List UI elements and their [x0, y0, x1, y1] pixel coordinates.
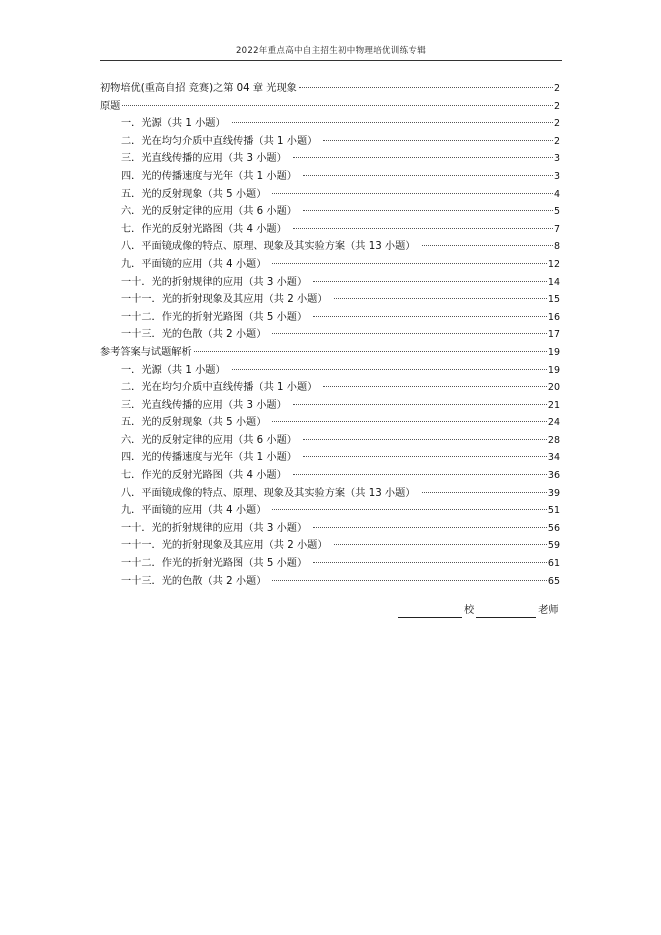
toc-page-number: 20 — [547, 382, 560, 394]
toc-dot-leader — [313, 281, 547, 282]
toc-dot-leader — [334, 298, 547, 299]
toc-dot-leader — [272, 333, 547, 334]
toc-dot-leader — [303, 175, 553, 176]
toc-entry[interactable] — [100, 203, 560, 221]
toc-page-number: 15 — [547, 294, 560, 306]
toc-page-number: 19 — [547, 364, 560, 376]
toc-entry-title: 三．光直线传播的应用（共 3 小题） — [121, 399, 287, 411]
toc-entry-title: 八．平面镜成像的特点、原理、现象及其实验方案（共 13 小题） — [121, 241, 416, 253]
toc-entry[interactable] — [100, 502, 560, 520]
toc-page-number: 17 — [547, 329, 560, 341]
toc-entry-title: 一十一．光的折射现象及其应用（共 2 小题） — [121, 294, 328, 306]
toc-dot-leader — [293, 404, 547, 405]
toc-dot-leader — [272, 509, 547, 510]
teacher-blank[interactable] — [476, 605, 536, 618]
toc-page-number: 19 — [547, 346, 560, 358]
toc-dot-leader — [293, 228, 553, 229]
toc-page-number: 14 — [547, 276, 560, 288]
toc-entry[interactable] — [100, 291, 560, 309]
toc-dot-leader — [303, 210, 553, 211]
toc-page-number: 3 — [553, 153, 560, 165]
toc-dot-leader — [422, 245, 553, 246]
toc-page-number: 7 — [553, 223, 560, 235]
toc-dot-leader — [272, 580, 547, 581]
toc-section-entry[interactable] — [100, 98, 560, 116]
teacher-label: 老师 — [538, 605, 559, 616]
toc-entry[interactable] — [100, 133, 560, 151]
toc-page-number: 2 — [553, 118, 560, 130]
toc-page-number: 34 — [547, 452, 560, 464]
toc-entry[interactable] — [100, 186, 560, 204]
school-label: 校 — [464, 605, 475, 616]
toc-entry-title: 五．光的反射现象（共 5 小题） — [121, 417, 267, 429]
page-header — [100, 43, 562, 61]
toc-entry-title: 五．光的反射现象（共 5 小题） — [121, 188, 267, 200]
toc-entry[interactable] — [100, 449, 560, 467]
toc-entry[interactable] — [100, 256, 560, 274]
toc-dot-leader — [303, 456, 547, 457]
toc-page-number: 16 — [547, 311, 560, 323]
toc-page-number: 39 — [547, 487, 560, 499]
toc-page-number: 56 — [547, 522, 560, 534]
toc-dot-leader — [272, 193, 553, 194]
toc-entry[interactable] — [100, 238, 560, 256]
toc-entry[interactable] — [100, 221, 560, 239]
toc-entry[interactable] — [100, 414, 560, 432]
toc-entry[interactable] — [100, 309, 560, 327]
toc-page-number: 65 — [547, 575, 560, 587]
toc-section-entry[interactable] — [100, 80, 560, 98]
toc-entry[interactable] — [100, 274, 560, 292]
toc-entry[interactable] — [100, 168, 560, 186]
toc-entry-title: 原题 — [100, 100, 121, 112]
toc-page-number: 24 — [547, 417, 560, 429]
toc-entry-title: 一十．光的折射规律的应用（共 3 小题） — [121, 276, 308, 288]
toc-entry-title: 一十三．光的色散（共 2 小题） — [121, 329, 267, 341]
toc-dot-leader — [232, 369, 547, 370]
toc-page-number: 12 — [547, 258, 560, 270]
toc-entry-title: 一十二．作光的折射光路图（共 5 小题） — [121, 311, 308, 323]
toc-entry-title: 一十二．作光的折射光路图（共 5 小题） — [121, 558, 308, 570]
toc-section-entry[interactable] — [100, 344, 560, 362]
toc-dot-leader — [293, 474, 547, 475]
toc-dot-leader — [313, 316, 547, 317]
toc-entry[interactable] — [100, 379, 560, 397]
header-title: 2022年重点高中自主招生初中物理培优训练专辑 — [235, 46, 427, 56]
toc-entry[interactable] — [100, 467, 560, 485]
toc-entry-title: 参考答案与试题解析 — [100, 346, 192, 358]
toc-dot-leader — [313, 562, 547, 563]
toc-entry-title: 一．光源（共 1 小题） — [121, 364, 226, 376]
toc-page-number: 2 — [553, 100, 560, 112]
toc-dot-leader — [299, 87, 553, 88]
toc-page-number: 28 — [547, 434, 560, 446]
toc-entry-title: 一．光源（共 1 小题） — [121, 118, 226, 130]
toc-page-number: 59 — [547, 540, 560, 552]
toc-entry-title: 四．光的传播速度与光年（共 1 小题） — [121, 170, 297, 182]
toc-entry-title: 初物培优(重高自招 竞赛)之第 04 章 光现象 — [100, 83, 297, 94]
toc-page-number: 21 — [547, 399, 560, 411]
toc-entry[interactable] — [100, 362, 560, 380]
toc-dot-leader — [303, 439, 547, 440]
toc-entry-title: 三．光直线传播的应用（共 3 小题） — [121, 153, 287, 165]
toc-entry-title: 二．光在均匀介质中直线传播（共 1 小题） — [121, 382, 318, 394]
toc-entry-title: 六．光的反射定律的应用（共 6 小题） — [121, 434, 297, 446]
toc-dot-leader — [272, 421, 547, 422]
toc-entry-title: 二．光在均匀介质中直线传播（共 1 小题） — [121, 135, 318, 147]
toc-entry-title: 九．平面镜的应用（共 4 小题） — [121, 258, 267, 270]
toc-entry-title: 六．光的反射定律的应用（共 6 小题） — [121, 206, 297, 218]
toc-entry[interactable] — [100, 520, 560, 538]
toc-dot-leader — [122, 105, 553, 106]
toc-dot-leader — [323, 386, 547, 387]
toc-entry[interactable] — [100, 573, 560, 591]
toc-dot-leader — [293, 157, 553, 158]
toc-entry[interactable] — [100, 432, 560, 450]
toc-page-number: 36 — [547, 470, 560, 482]
toc-entry[interactable] — [100, 537, 560, 555]
toc-entry-title: 一十三．光的色散（共 2 小题） — [121, 575, 267, 587]
toc-entry-title: 一十．光的折射规律的应用（共 3 小题） — [121, 522, 308, 534]
toc-dot-leader — [194, 351, 547, 352]
toc-dot-leader — [323, 140, 553, 141]
toc-entry[interactable] — [100, 326, 560, 344]
toc-page-number: 2 — [553, 135, 560, 147]
toc-entry-title: 七．作光的反射光路图（共 4 小题） — [121, 470, 287, 482]
toc-dot-leader — [422, 492, 547, 493]
toc-page-number: 8 — [553, 241, 560, 253]
toc-entry-title: 八．平面镜成像的特点、原理、现象及其实验方案（共 13 小题） — [121, 487, 416, 499]
toc-entry-title: 七．作光的反射光路图（共 4 小题） — [121, 223, 287, 235]
toc-entry-title: 四．光的传播速度与光年（共 1 小题） — [121, 452, 297, 464]
school-blank[interactable] — [398, 605, 462, 618]
toc-page-number: 5 — [553, 206, 560, 218]
signature-line — [398, 602, 562, 618]
toc-page-number: 2 — [553, 83, 560, 94]
toc-page-number: 61 — [547, 558, 560, 570]
toc-entry[interactable] — [100, 555, 560, 573]
toc-entry[interactable] — [100, 485, 560, 503]
toc-dot-leader — [272, 263, 547, 264]
toc-entry-title: 九．平面镜的应用（共 4 小题） — [121, 505, 267, 517]
toc-entry[interactable] — [100, 115, 560, 133]
toc-dot-leader — [232, 122, 553, 123]
toc-dot-leader — [313, 527, 547, 528]
toc-entry[interactable] — [100, 150, 560, 168]
toc-page-number: 51 — [547, 505, 560, 517]
toc-dot-leader — [334, 544, 547, 545]
toc-page-number: 3 — [553, 170, 560, 182]
toc-entry[interactable] — [100, 397, 560, 415]
toc-entry-title: 一十一．光的折射现象及其应用（共 2 小题） — [121, 540, 328, 552]
table-of-contents — [100, 80, 560, 590]
toc-page-number: 4 — [553, 188, 560, 200]
